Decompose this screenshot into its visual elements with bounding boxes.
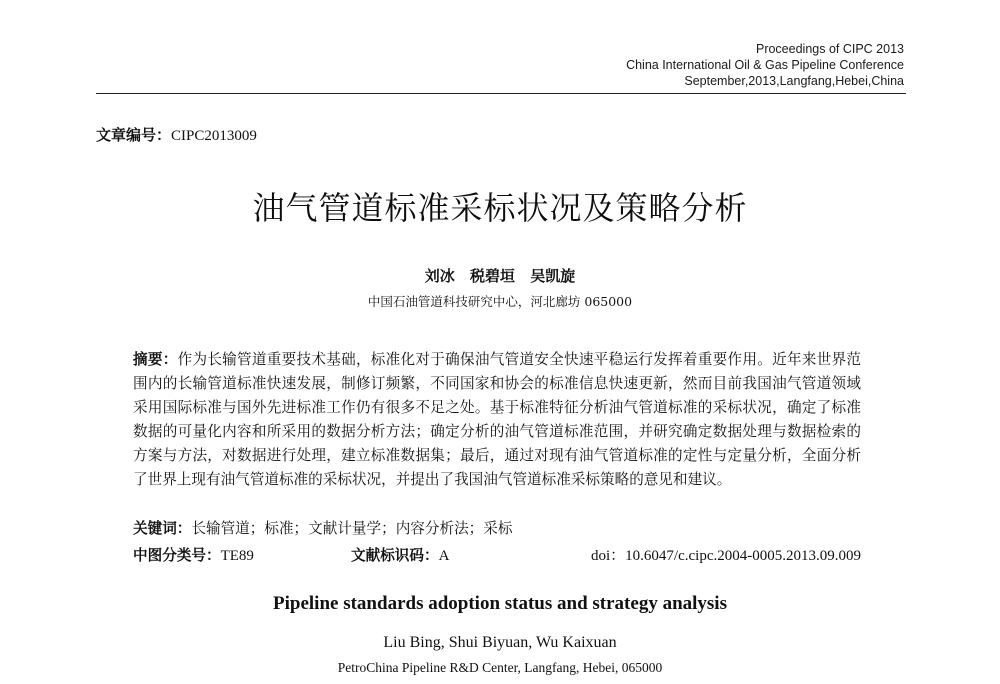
document-code-label: 文献标识码：: [351, 547, 439, 564]
header-divider: [96, 93, 906, 94]
abstract-text: 作为长输管道重要技术基础，标准化对于确保油气管道安全快速平稳运行发挥着重要作用。近年来世界范围内的长输管道标准快速发展，制修订频繁，不同国家和协会的标准信息快速更新，然而目前我国油气管道领域采用国际标准与国外先进标准工作仍有很多不足之处。基于标准特征分析油气管道标准的采标状况，确定了标准数据的可量化内容和所采用的数据分析方法；确定分析的油气管道标准范围，并研究确定数据处理与数据检索的方案与方法，对数据进行处理，建立标准数据集；最后，通过对现有油气管道标准的定性与定量分析，全面分析了世界上现有油气管道标准的采标状况，并提出了我国油气管道标准采标策略的意见和建议。: [133, 351, 861, 488]
chinese-authors: 刘冰 税碧垣 吴凯旋: [424, 267, 576, 285]
chinese-abstract: [133, 348, 861, 492]
abstract-label: 摘要：: [133, 351, 178, 368]
header-line-date-place: September,2013,Langfang,Hebei,China: [684, 74, 904, 88]
article-number-label: 文章编号：: [96, 126, 172, 144]
doi: doi：10.6047/c.cipc.2004-0005.2013.09.009: [591, 548, 861, 564]
keywords-text: 长输管道；标准；文献计量学；内容分析法；采标: [191, 520, 513, 537]
document-code-value: A: [438, 548, 450, 564]
keywords-label: 关键词：: [133, 520, 192, 537]
header-line-proceedings: Proceedings of CIPC 2013: [755, 42, 904, 56]
clc-label: 中图分类号：: [133, 547, 221, 564]
chinese-affiliation: 中国石油管道科技研究中心，河北廊坊 065000: [367, 294, 633, 309]
english-authors: Liu Bing, Shui Biyuan, Wu Kaixuan: [383, 634, 617, 651]
document-code: [351, 544, 449, 565]
article-number-value: CIPC2013009: [171, 128, 257, 144]
proceedings-header: [626, 41, 904, 89]
clc-code: [133, 544, 254, 565]
english-title: Pipeline standards adoption status and strategy analysis: [273, 593, 727, 614]
classification-row: [133, 544, 861, 566]
chinese-title: 油气管道标准采标状况及策略分析: [252, 189, 748, 227]
article-number: [96, 124, 257, 145]
clc-value: TE89: [220, 548, 254, 564]
keywords: [133, 517, 512, 538]
english-affiliation: PetroChina Pipeline R&D Center, Langfang, Hebei, 065000: [337, 660, 663, 675]
header-line-conference: China International Oil & Gas Pipeline Conference: [626, 58, 904, 72]
